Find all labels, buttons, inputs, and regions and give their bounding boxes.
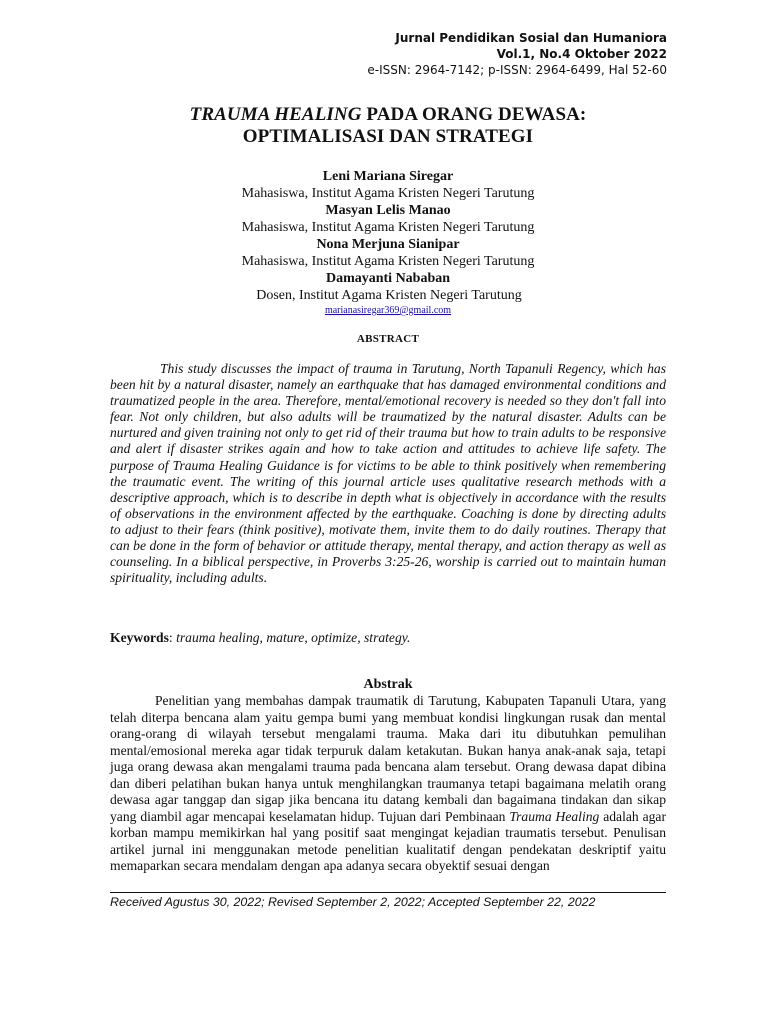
keywords-text: trauma healing, mature, optimize, strategy.	[176, 630, 411, 645]
journal-issn: e-ISSN: 2964-7142; p-ISSN: 2964-6499, Hal 52-60	[367, 63, 667, 77]
title-line1-rest: PADA ORANG DEWASA:	[361, 104, 587, 125]
author-name: Leni Mariana Siregar	[322, 169, 454, 184]
received-dates: Received Agustus 30, 2022; Revised September 2, 2022; Accepted September 22, 2022	[110, 895, 596, 909]
journal-header	[367, 30, 667, 78]
abstrak-text-part1: Penelitian yang membahas dampak traumatik di Tarutung, Kabupaten Tapanuli Utara, yang telah diterpa bencana alam yaitu gempa bumi yang membuat kondisi lingkungan rusak dan mental orang-orang di wilayah tersebut mengalami trauma. Maka dari itu dibutuhkan pemulihan mental/emosional mereka agar tidak terpuruk dalam ketakutan. Bukan hanya anak-anak saja, tetapi juga orang dewasa akan mengalami trauma pada bencana alam tersebut. Orang dewasa dapat dibina dan diberi pelatihan bukan hanya untuk menghilangkan traumanya tetapi bagaimana melatih orang dewasa agar tanggap dan sigap jika bencana itu datang kembali dan bagaimana tindakan dan sikap yang diambil agar mencapai keselamatan hidup. Tujuan dari Pembinaan	[110, 693, 666, 824]
abstrak-heading: Abstrak	[363, 677, 413, 692]
author-name: Nona Merjuna Sianipar	[316, 237, 460, 252]
paper-title	[110, 104, 666, 148]
journal-volume: Vol.1, No.4 Oktober 2022	[496, 47, 667, 61]
keywords-label: Keywords	[110, 630, 169, 645]
keywords-line: Keywords: trauma healing, mature, optimize, strategy.	[110, 630, 411, 645]
title-italic-part: TRAUMA HEALING	[189, 104, 362, 125]
title-line2: OPTIMALISASI DAN STRATEGI	[242, 126, 534, 147]
author-list	[110, 168, 666, 304]
abstract-body	[110, 361, 666, 586]
abstract-heading: ABSTRACT	[356, 333, 420, 345]
author-affiliation: Mahasiswa, Institut Agama Kristen Negeri Tarutung	[241, 220, 535, 235]
author-name: Masyan Lelis Manao	[325, 203, 451, 218]
author-affiliation: Mahasiswa, Institut Agama Kristen Negeri Tarutung	[241, 254, 535, 269]
abstrak-text-italic: Trauma Healing	[509, 808, 600, 824]
author-affiliation: Mahasiswa, Institut Agama Kristen Negeri Tarutung	[241, 186, 535, 201]
abstract-text: This study discusses the impact of trauma in Tarutung, North Tapanuli Regency, which has been hit by a natural disaster, namely an earthquake that has damaged environmental conditions and traumatized people in the area. Therefore, mental/emotional recovery is needed so they don't fall into fear. Not only children, but also adults will be traumatized by the natural disaster. Adults can be nurtured and given training not only to get rid of their trauma but how to train adults to be responsive and alert if disaster strikes again and how to take action and attitudes to achieve life safety. The purpose of Trauma Healing Guidance is for victims to be able to think positively when remembering the traumatic event. The writing of this journal article uses qualitative research methods with a descriptive approach, which is to describe in depth what is objectively in accordance with the results of observations in the environment affected by the earthquake. Coaching is done by directing adults to adjust to their fears (think positive), motivate them, invite them to do daily routines. Therapy that can be done in the form of behavior or attitude therapy, mental therapy, and action therapy as well as counseling. In a biblical perspective, in Proverbs 3:25-26, worship is carried out to maintain human spirituality, including adults.	[110, 361, 666, 586]
abstrak-body	[110, 693, 666, 875]
footer-rule	[110, 892, 666, 893]
email-link[interactable]: marianasiregar369@gmail.com	[324, 305, 452, 316]
author-affiliation: Dosen, Institut Agama Kristen Negeri Tarutung	[256, 288, 522, 303]
corresponding-email	[110, 305, 666, 317]
author-name: Damayanti Nababan	[325, 271, 451, 286]
journal-name: Jurnal Pendidikan Sosial dan Humaniora	[395, 31, 667, 45]
abstrak-text-part2: adalah agar korban mampu memikirkan hal yang positif saat mengingat kejadian traumatis tersebut. Penulisan artikel jurnal ini menggunakan metode penelitian kualitatif dengan pendekatan deskriptif yaitu memaparkan secara mendalam dengan apa adanya secara obyektif sesuai dengan	[110, 808, 666, 873]
